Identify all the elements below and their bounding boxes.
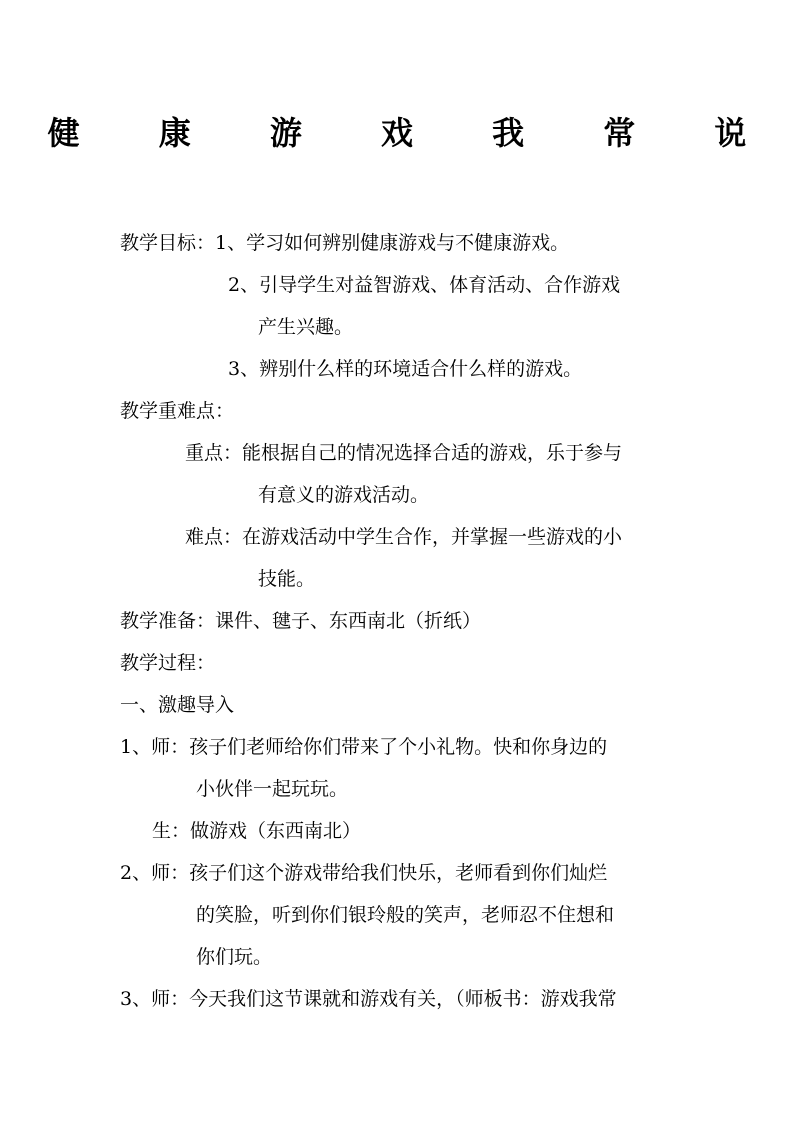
step-3: 3、师：今天我们这节课就和游戏有关，（师板书：游戏我常	[120, 988, 617, 1010]
step-2-cont-1: 的笑脸，听到你们银玲般的笑声，老师忍不住想和	[196, 904, 615, 926]
step-2: 2、师：孩子们这个游戏带给我们快乐，老师看到你们灿烂	[120, 862, 608, 884]
teaching-goal-3: 3、辨别什么样的环境适合什么样的游戏。	[228, 358, 583, 380]
teaching-goal-1: 教学目标：1、学习如何辨别健康游戏与不健康游戏。	[120, 232, 570, 254]
teaching-goal-2-cont: 产生兴趣。	[258, 316, 354, 338]
document-title: 健 康 游 戏 我 常 说	[47, 114, 781, 152]
difficult-point: 难点：在游戏活动中学生合作，并掌握一些游戏的小	[185, 526, 623, 548]
teaching-goal-2: 2、引导学生对益智游戏、体育活动、合作游戏	[228, 274, 621, 296]
teaching-preparation: 教学准备：课件、毽子、东西南北（折纸）	[120, 610, 482, 632]
section-one-heading: 一、激趣导入	[120, 694, 235, 716]
key-point-cont: 有意义的游戏活动。	[258, 484, 430, 506]
step-2-cont-2: 你们玩。	[196, 946, 273, 968]
student-response: 生：做游戏（东西南北）	[152, 820, 362, 842]
key-point: 重点：能根据自己的情况选择合适的游戏，乐于参与	[185, 442, 623, 464]
step-1-cont: 小伙伴一起玩玩。	[196, 778, 349, 800]
key-difficulties-heading: 教学重难点：	[120, 400, 235, 422]
difficult-point-cont: 技能。	[258, 568, 316, 590]
step-1: 1、师：孩子们老师给你们带来了个小礼物。快和你身边的	[120, 736, 608, 758]
teaching-process-heading: 教学过程：	[120, 652, 216, 674]
